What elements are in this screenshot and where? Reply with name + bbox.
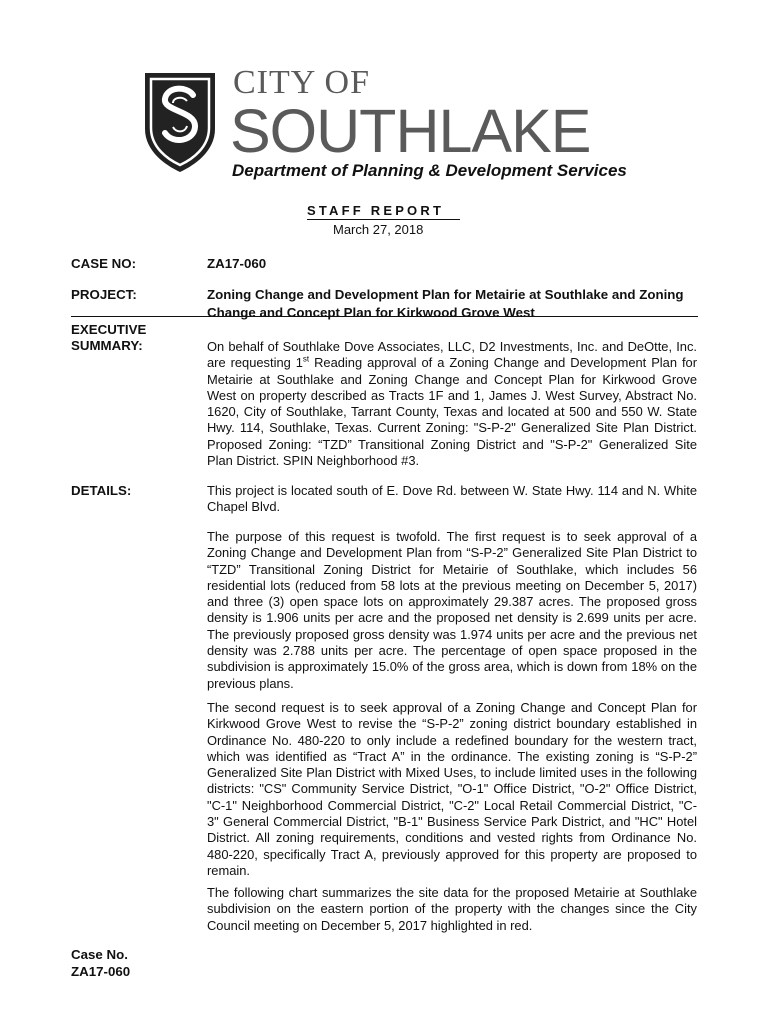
project-label: PROJECT: <box>71 287 137 302</box>
details-paragraph: This project is located south of E. Dove Rd. between W. State Hwy. 114 and N. White Chapel Blvd. <box>207 483 697 515</box>
project-title: Zoning Change and Development Plan for Metairie at Southlake and Zoning Change and Concept Plan for Kirkwood Grove West <box>207 287 684 320</box>
department-title: Department of Planning & Development Services <box>232 161 627 180</box>
ordinal-suffix: st <box>302 355 310 364</box>
city-seal-logo <box>143 71 217 174</box>
executive-summary-text <box>207 339 697 469</box>
details-paragraph: The second request is to seek approval of a Zoning Change and Concept Plan for Kirkwood Grove West to revise the “S-P-2” zoning district boundary established in Ordinance No. 480-220 to only include a redefined boundary for the western tract, which was identified as “Tract A” in the ordinance. The existing zoning is “S-P-2” Generalized Site Plan District with Mixed Uses, to include limited uses in the following districts: "CS" Community Service District, "O-1" Office District, "O-2" Office District, "C-1" Neighborhood Commercial District, "C-2" Local Retail Commercial District, "C-3" General Commercial District, "B-1" Business Service Park District, and "HC" Hotel District. All zoning requirements, conditions and vested rights from Ordinance No. 480-220, specifically Tract A, previously approved for this property are proposed to remain. <box>207 700 697 878</box>
summary-text-end: Reading approval of a Zoning Change and Development Plan for Metairie at Southlake and Zoning Change and Concept Plan for Kirkwood Grove West on property described as Tracts 1F and 1, James J. West Survey, Abstract No. 1620, City of Southlake, Tarrant County, Texas and located at 500 and 550 W. State Hwy. 114, Southlake, Texas. Current Zoning: "S-P-2" Generalized Site Plan District. Proposed Zoning: “TZD” Transitional Zoning District and "S-P-2" Generalized Site Plan District. SPIN Neighborhood #3. <box>207 355 697 469</box>
city-of-text: CITY OF <box>233 64 371 101</box>
details-paragraph: The following chart summarizes the site data for the proposed Metairie at Southlake subdivision on the eastern portion of the property with the changes since the City Council meeting on December 5, 2017 highlighted in red. <box>207 885 697 933</box>
footer-case-number: ZA17-060 <box>71 964 131 979</box>
executive-summary-label <box>71 322 146 354</box>
executive-summary-label-line1: EXECUTIVE <box>71 322 147 337</box>
report-title: STAFF REPORT <box>307 203 460 220</box>
section-divider <box>71 316 698 317</box>
details-label: DETAILS: <box>71 483 132 498</box>
city-name-wordmark: SOUTHLAKE <box>230 97 591 165</box>
case-number-value: ZA17-060 <box>207 256 267 271</box>
executive-summary-label-line2: SUMMARY: <box>71 338 143 353</box>
report-date: March 27, 2018 <box>333 222 424 237</box>
summary-text-start: On behalf of Southlake Dove Associates, LLC, D2 Investments, Inc. and DeOtte, Inc. are requesting 1 <box>207 339 697 371</box>
case-number-label: CASE NO: <box>71 256 137 271</box>
details-paragraph: The purpose of this request is twofold. The first request is to seek approval of a Zoning Change and Development Plan from “S-P-2” Generalized Site Plan District to “TZD” Transitional Zoning District for Metairie of Southlake, which includes 56 residential lots (reduced from 58 lots at the previous meeting on December 5, 2017) and three (3) open space lots on approximately 29.387 acres. The proposed gross density is 1.906 units per acre and the proposed net density is 2.699 units per acre. The previously proposed gross density was 1.974 units per acre and the previous net density was 2.788 units per acre. The percentage of open space proposed in the subdivision is approximately 15.0% of the gross area, which is down from 18% on the previous plans. <box>207 529 697 691</box>
footer-case-label: Case No. <box>71 947 128 962</box>
